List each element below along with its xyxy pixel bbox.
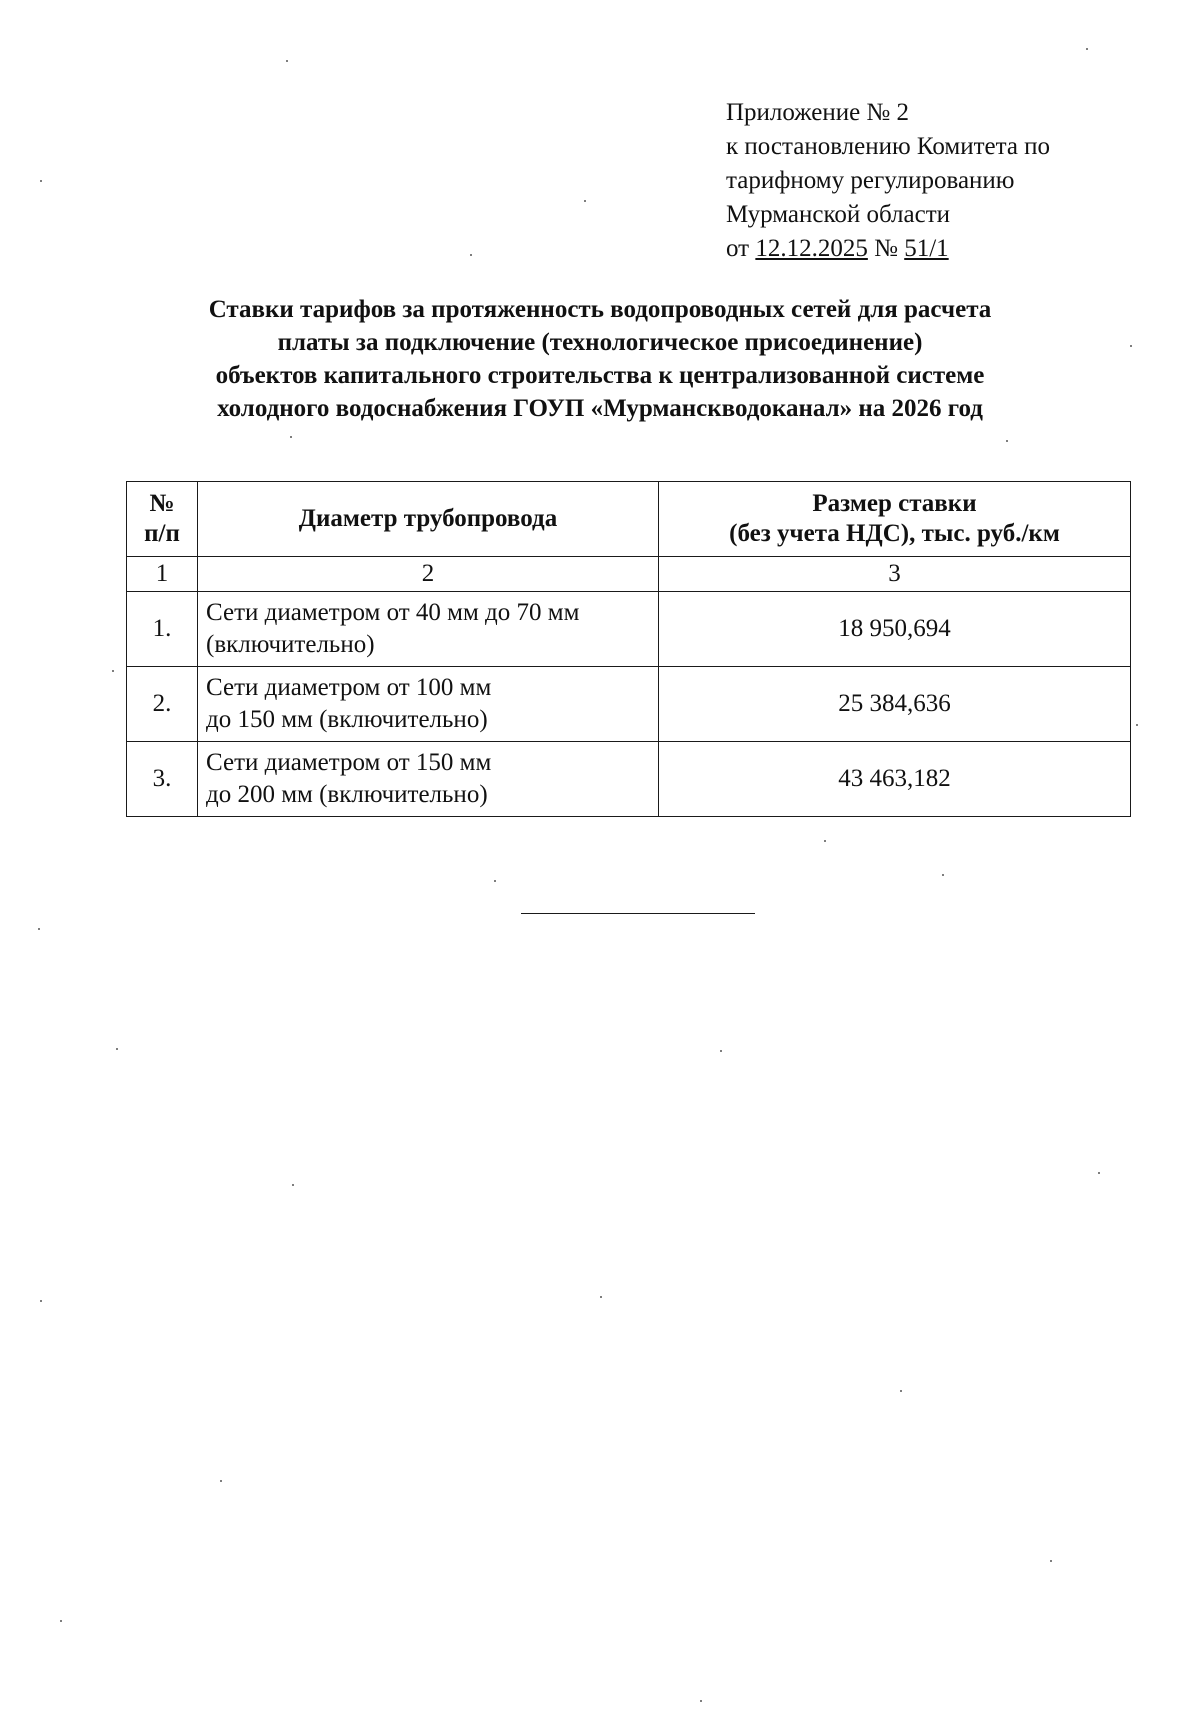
- appendix-date-prefix: от: [726, 235, 756, 262]
- appendix-number: 51/1: [904, 235, 949, 262]
- row-number: 3.: [127, 742, 198, 817]
- header-no: [127, 482, 198, 557]
- title-line-1: Ставки тарифов за протяженность водопроводных сетей для расчета: [208, 296, 992, 323]
- scan-speck: [720, 1050, 722, 1052]
- row-description-line-1: Сети диаметром от 40 мм до 70 мм: [206, 599, 580, 626]
- scan-speck: [1136, 724, 1138, 726]
- title-line-3: объектов капитального строительства к централизованной системе: [215, 362, 985, 389]
- table-header-row: [127, 482, 1131, 557]
- scan-speck: [40, 180, 42, 182]
- scan-speck: [286, 60, 288, 62]
- scan-speck: [824, 840, 826, 842]
- scan-speck: [40, 1300, 42, 1302]
- table-row: [127, 667, 1131, 742]
- appendix-line-3: тарифному регулированию: [726, 167, 1015, 194]
- row-description: [198, 742, 659, 817]
- row-description-line-2: до 200 мм (включительно): [206, 781, 488, 808]
- appendix-number-prefix: №: [867, 235, 905, 262]
- row-number: 1.: [127, 592, 198, 667]
- scan-speck: [900, 1390, 902, 1392]
- scan-speck: [1050, 1560, 1052, 1562]
- scan-speck: [220, 1480, 222, 1482]
- appendix-block: [726, 96, 1146, 266]
- column-number: 2: [198, 557, 659, 592]
- column-number: 3: [659, 557, 1131, 592]
- row-description-line-2: до 150 мм (включительно): [206, 706, 488, 733]
- column-number: 1: [127, 557, 198, 592]
- appendix-line-2: к постановлению Комитета по: [726, 133, 1051, 160]
- scan-speck: [584, 200, 586, 202]
- appendix-date: 12.12.2025: [755, 235, 868, 262]
- header-no-line-1: №: [149, 490, 175, 517]
- row-description-line-1: Сети диаметром от 100 мм: [206, 674, 492, 701]
- row-description: [198, 667, 659, 742]
- scan-speck: [1130, 345, 1132, 347]
- scan-speck: [1098, 1172, 1100, 1174]
- appendix-date-line: [726, 232, 1146, 266]
- row-rate: 43 463,182: [659, 742, 1131, 817]
- scan-speck: [112, 670, 114, 672]
- header-rate-line-2: (без учета НДС), тыс. руб./км: [729, 520, 1060, 547]
- title-line-2: платы за подключение (технологическое присоединение): [277, 329, 923, 356]
- header-rate: [659, 482, 1131, 557]
- scan-speck: [1086, 48, 1088, 50]
- scan-speck: [290, 436, 292, 438]
- header-rate-line-1: Размер ставки: [812, 490, 977, 517]
- scan-speck: [1006, 440, 1008, 442]
- scan-speck: [292, 1184, 294, 1186]
- header-diameter: Диаметр трубопровода: [198, 482, 659, 557]
- scan-speck: [116, 1048, 118, 1050]
- row-rate: 25 384,636: [659, 667, 1131, 742]
- table-row: [127, 592, 1131, 667]
- end-separator-line: [521, 913, 755, 914]
- appendix-line-1: Приложение № 2: [726, 99, 910, 126]
- appendix-line-4: Мурманской области: [726, 201, 951, 228]
- scan-speck: [600, 1296, 602, 1298]
- scan-speck: [700, 1700, 702, 1702]
- row-description-line-1: Сети диаметром от 150 мм: [206, 749, 492, 776]
- tariff-table: [126, 481, 1131, 817]
- scan-speck: [494, 880, 496, 882]
- scan-speck: [60, 1620, 62, 1622]
- row-description-line-2: (включительно): [206, 631, 375, 658]
- scan-speck: [942, 874, 944, 876]
- table-row: [127, 742, 1131, 817]
- title-line-4: холодного водоснабжения ГОУП «Мурманскводоканал» на 2026 год: [217, 395, 983, 422]
- row-rate: 18 950,694: [659, 592, 1131, 667]
- scan-speck: [38, 928, 40, 930]
- header-no-line-2: п/п: [144, 520, 180, 547]
- scan-speck: [470, 254, 472, 256]
- row-description: [198, 592, 659, 667]
- column-number-row: [127, 557, 1131, 592]
- row-number: 2.: [127, 667, 198, 742]
- document-title: [120, 293, 1080, 425]
